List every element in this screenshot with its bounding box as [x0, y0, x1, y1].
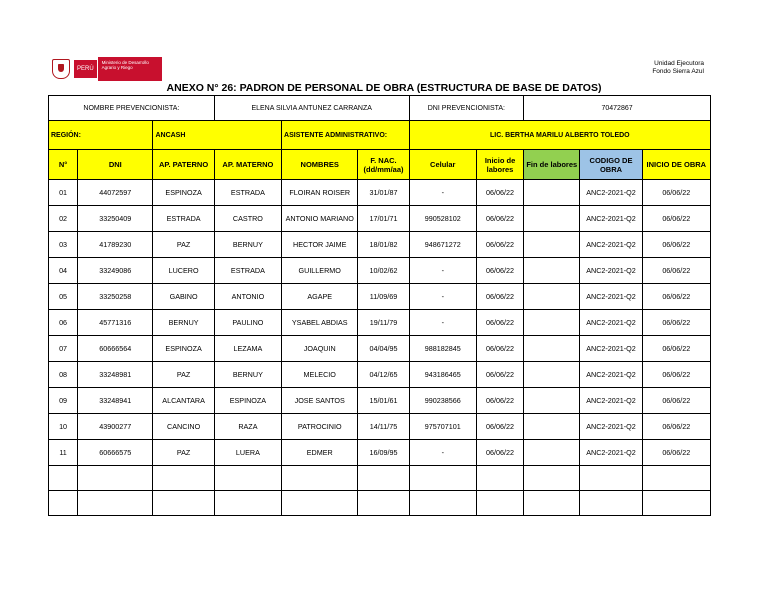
cell-n: 11	[49, 440, 78, 466]
cell-inicio-obra: 06/06/22	[642, 232, 710, 258]
cell-n: 05	[49, 284, 78, 310]
asistente-value: LIC. BERTHA MARILU ALBERTO TOLEDO	[409, 121, 710, 150]
cell-materno: PAULINO	[214, 310, 281, 336]
personnel-table	[48, 95, 711, 516]
col-header-dni: DNI	[78, 150, 153, 180]
cell-inicio-obra: 06/06/22	[642, 388, 710, 414]
cell-fin	[524, 362, 580, 388]
unit-line-1: Unidad Ejecutora	[654, 60, 704, 67]
cell-dni: 41789230	[78, 232, 153, 258]
cell-fin	[524, 310, 580, 336]
column-header-row	[49, 150, 711, 180]
cell-celular: -	[409, 310, 476, 336]
cell-inicio-obra: 06/06/22	[642, 362, 710, 388]
cell-inicio: 06/06/22	[476, 336, 523, 362]
region-row	[49, 121, 711, 150]
cell-inicio: 06/06/22	[476, 388, 523, 414]
table-row	[49, 336, 711, 362]
cell-inicio: 06/06/22	[476, 414, 523, 440]
logo-country: PERÚ	[74, 60, 97, 78]
cell-nombres: JOAQUIN	[282, 336, 358, 362]
cell-dni: 44072597	[78, 180, 153, 206]
cell-n: 10	[49, 414, 78, 440]
cell-materno: ESTRADA	[214, 258, 281, 284]
info-row	[49, 96, 711, 121]
cell-inicio-obra: 06/06/22	[642, 414, 710, 440]
cell-dni: 33248981	[78, 362, 153, 388]
cell-nombres: GUILLERMO	[282, 258, 358, 284]
table-row	[49, 388, 711, 414]
dni-prevencionista-value: 70472867	[524, 96, 711, 121]
cell-codigo: ANC2-2021-Q2	[580, 336, 642, 362]
cell-n: 09	[49, 388, 78, 414]
cell-inicio: 06/06/22	[476, 180, 523, 206]
region-value: ANCASH	[153, 121, 282, 150]
cell-codigo: ANC2-2021-Q2	[580, 206, 642, 232]
cell-inicio: 06/06/22	[476, 440, 523, 466]
cell-fin	[524, 414, 580, 440]
col-header-celular: Celular	[409, 150, 476, 180]
cell-inicio: 06/06/22	[476, 258, 523, 284]
col-header-n: N°	[49, 150, 78, 180]
table-row	[49, 414, 711, 440]
cell-celular: -	[409, 258, 476, 284]
cell-n: 07	[49, 336, 78, 362]
cell-paterno: ESPINOZA	[153, 180, 214, 206]
asistente-label: ASISTENTE ADMINISTRATIVO:	[282, 121, 410, 150]
cell-paterno: BERNUY	[153, 310, 214, 336]
cell-nombres: ANTONIO MARIANO	[282, 206, 358, 232]
cell-fnac: 18/01/82	[358, 232, 409, 258]
cell-fnac: 11/09/69	[358, 284, 409, 310]
cell-celular: 988182845	[409, 336, 476, 362]
cell-nombres: FLOIRAN ROISER	[282, 180, 358, 206]
cell-codigo: ANC2-2021-Q2	[580, 258, 642, 284]
table-row	[49, 284, 711, 310]
cell-inicio-obra: 06/06/22	[642, 310, 710, 336]
cell-inicio-obra: 06/06/22	[642, 206, 710, 232]
cell-fnac: 16/09/95	[358, 440, 409, 466]
cell-fnac: 17/01/71	[358, 206, 409, 232]
col-header-materno: AP. MATERNO	[214, 150, 281, 180]
cell-paterno: ESTRADA	[153, 206, 214, 232]
col-header-nombres: NOMBRES	[282, 150, 358, 180]
cell-materno: ESPINOZA	[214, 388, 281, 414]
cell-codigo: ANC2-2021-Q2	[580, 440, 642, 466]
cell-nombres: PATROCINIO	[282, 414, 358, 440]
empty-row	[49, 466, 711, 491]
cell-codigo: ANC2-2021-Q2	[580, 284, 642, 310]
cell-materno: ANTONIO	[214, 284, 281, 310]
cell-codigo: ANC2-2021-Q2	[580, 362, 642, 388]
col-header-inicio-obra: INICIO DE OBRA	[642, 150, 710, 180]
cell-fin	[524, 206, 580, 232]
cell-inicio: 06/06/22	[476, 284, 523, 310]
unit-line-2: Fondo Sierra Azul	[652, 68, 704, 75]
cell-materno: BERNUY	[214, 362, 281, 388]
ministry-logo	[52, 57, 162, 81]
document-title: ANEXO N° 26: PADRON DE PERSONAL DE OBRA (ESTRUCTURA DE BASE DE DATOS)	[166, 82, 602, 94]
empty-row	[49, 491, 711, 516]
cell-celular: 943186465	[409, 362, 476, 388]
cell-dni: 33250258	[78, 284, 153, 310]
cell-fin	[524, 440, 580, 466]
cell-materno: CASTRO	[214, 206, 281, 232]
cell-inicio-obra: 06/06/22	[642, 180, 710, 206]
table-row	[49, 180, 711, 206]
cell-fin	[524, 258, 580, 284]
cell-nombres: YSABEL ABDIAS	[282, 310, 358, 336]
coat-of-arms-icon	[52, 59, 70, 79]
prevencionista-label: NOMBRE PREVENCIONISTA:	[49, 96, 215, 121]
cell-n: 02	[49, 206, 78, 232]
cell-fnac: 31/01/87	[358, 180, 409, 206]
cell-paterno: PAZ	[153, 362, 214, 388]
cell-inicio-obra: 06/06/22	[642, 336, 710, 362]
cell-codigo: ANC2-2021-Q2	[580, 388, 642, 414]
executing-unit	[652, 60, 704, 76]
cell-dni: 33250409	[78, 206, 153, 232]
cell-materno: LUERA	[214, 440, 281, 466]
cell-fin	[524, 284, 580, 310]
cell-celular: 948671272	[409, 232, 476, 258]
cell-codigo: ANC2-2021-Q2	[580, 310, 642, 336]
cell-celular: -	[409, 440, 476, 466]
cell-celular: 990238566	[409, 388, 476, 414]
cell-fin	[524, 388, 580, 414]
cell-nombres: MELECIO	[282, 362, 358, 388]
col-header-fnac: F. NAC. (dd/mm/aa)	[358, 150, 409, 180]
cell-materno: ESTRADA	[214, 180, 281, 206]
cell-dni: 33249086	[78, 258, 153, 284]
cell-paterno: ESPINOZA	[153, 336, 214, 362]
cell-nombres: EDMER	[282, 440, 358, 466]
cell-dni: 60666564	[78, 336, 153, 362]
cell-fnac: 04/04/95	[358, 336, 409, 362]
col-header-codigo: CODIGO DE OBRA	[580, 150, 642, 180]
cell-materno: RAZA	[214, 414, 281, 440]
table-row	[49, 206, 711, 232]
cell-inicio-obra: 06/06/22	[642, 258, 710, 284]
cell-fnac: 15/01/61	[358, 388, 409, 414]
logo-ministry: Ministerio de Desarrollo Agrario y Riego	[98, 57, 162, 81]
cell-fin	[524, 232, 580, 258]
table-row	[49, 310, 711, 336]
col-header-fin: Fin de labores	[524, 150, 580, 180]
cell-nombres: HECTOR JAIME	[282, 232, 358, 258]
cell-celular: -	[409, 180, 476, 206]
cell-materno: LEZAMA	[214, 336, 281, 362]
cell-codigo: ANC2-2021-Q2	[580, 180, 642, 206]
cell-inicio-obra: 06/06/22	[642, 284, 710, 310]
cell-celular: -	[409, 284, 476, 310]
cell-paterno: LUCERO	[153, 258, 214, 284]
cell-inicio: 06/06/22	[476, 310, 523, 336]
cell-paterno: CANCINO	[153, 414, 214, 440]
cell-paterno: PAZ	[153, 232, 214, 258]
region-label: REGIÓN:	[49, 121, 153, 150]
cell-inicio: 06/06/22	[476, 206, 523, 232]
cell-n: 03	[49, 232, 78, 258]
cell-inicio: 06/06/22	[476, 232, 523, 258]
prevencionista-name: ELENA SILVIA ANTUNEZ CARRANZA	[214, 96, 409, 121]
cell-n: 04	[49, 258, 78, 284]
cell-fin	[524, 180, 580, 206]
cell-dni: 60666575	[78, 440, 153, 466]
cell-fnac: 10/02/62	[358, 258, 409, 284]
table-row	[49, 362, 711, 388]
cell-dni: 33248941	[78, 388, 153, 414]
cell-n: 06	[49, 310, 78, 336]
cell-paterno: GABINO	[153, 284, 214, 310]
cell-codigo: ANC2-2021-Q2	[580, 414, 642, 440]
col-header-inicio: Inicio de labores	[476, 150, 523, 180]
cell-n: 08	[49, 362, 78, 388]
cell-dni: 43900277	[78, 414, 153, 440]
col-header-paterno: AP. PATERNO	[153, 150, 214, 180]
cell-inicio-obra: 06/06/22	[642, 440, 710, 466]
cell-materno: BERNUY	[214, 232, 281, 258]
cell-celular: 990528102	[409, 206, 476, 232]
cell-fnac: 19/11/79	[358, 310, 409, 336]
cell-fin	[524, 336, 580, 362]
dni-prevencionista-label: DNI PREVENCIONISTA:	[409, 96, 524, 121]
cell-nombres: AGAPE	[282, 284, 358, 310]
cell-nombres: JOSE SANTOS	[282, 388, 358, 414]
table-row	[49, 440, 711, 466]
cell-dni: 45771316	[78, 310, 153, 336]
cell-fnac: 04/12/65	[358, 362, 409, 388]
cell-n: 01	[49, 180, 78, 206]
cell-celular: 975707101	[409, 414, 476, 440]
cell-paterno: ALCANTARA	[153, 388, 214, 414]
table-row	[49, 258, 711, 284]
table-row	[49, 232, 711, 258]
cell-codigo: ANC2-2021-Q2	[580, 232, 642, 258]
cell-fnac: 14/11/75	[358, 414, 409, 440]
cell-inicio: 06/06/22	[476, 362, 523, 388]
cell-paterno: PAZ	[153, 440, 214, 466]
